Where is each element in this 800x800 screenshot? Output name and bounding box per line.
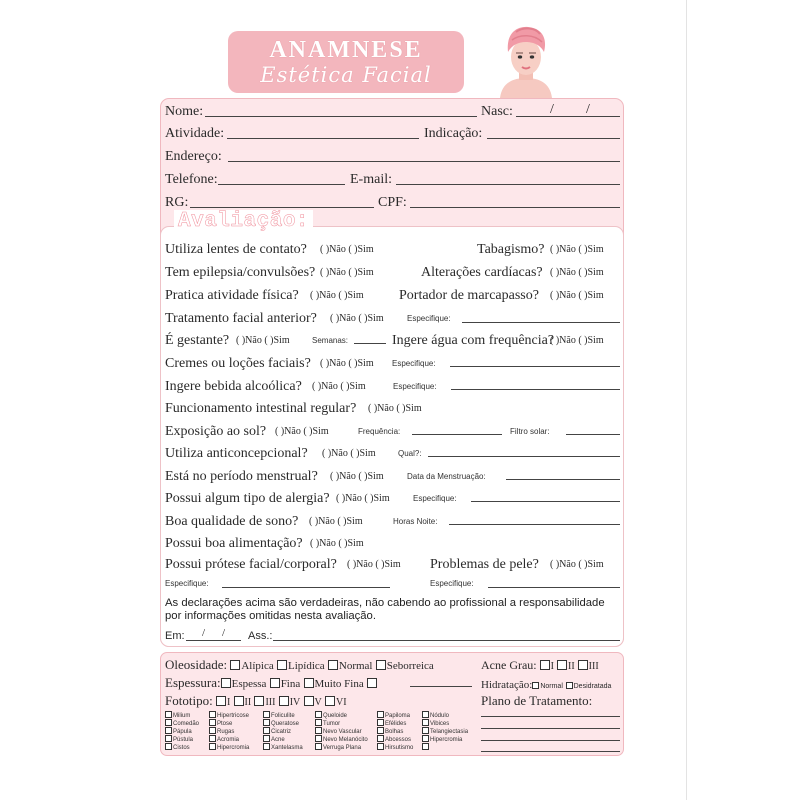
checkbox-icon — [209, 743, 216, 750]
checkbox-icon — [315, 711, 322, 718]
filtro-label: Filtro solar: — [510, 427, 550, 436]
checkbox-icon — [270, 678, 280, 688]
document-title: ANAMNESE — [269, 37, 423, 63]
nasc-label: Nasc: — [481, 104, 513, 119]
qual-field[interactable] — [428, 456, 620, 457]
alergia-especifique-field[interactable] — [471, 501, 620, 502]
atividade-label: Atividade: — [165, 126, 225, 141]
checkbox-icon — [279, 696, 289, 706]
fototipo-option-5[interactable]: VI — [325, 697, 347, 708]
cpf-field[interactable] — [410, 207, 620, 208]
checkbox-other[interactable] — [367, 678, 377, 688]
checkbox-icon — [376, 660, 386, 670]
indicacao-label: Indicação: — [424, 126, 483, 141]
q-alimentacao: Possui boa alimentação? — [165, 536, 303, 551]
hidratacao-option-0[interactable]: Normal — [532, 683, 563, 690]
hidratacao-option-1[interactable]: Desidratada — [566, 683, 612, 690]
q-gestante: É gestante? — [165, 333, 230, 348]
q-tratamento-options[interactable]: ( )Não ( )Sim — [330, 313, 384, 324]
alergia-especifique-label: Especifique: — [413, 494, 457, 503]
q-alimentacao-options[interactable]: ( )Não ( )Sim — [310, 538, 364, 549]
evaluation-heading: Avaliação: — [174, 210, 313, 233]
tratamento-especifique-label: Especifique: — [407, 314, 451, 323]
espessura-option-0[interactable]: Espessa — [221, 678, 267, 690]
checkbox-icon — [209, 735, 216, 742]
checkbox-icon — [165, 735, 172, 742]
ass-label: Ass.: — [248, 630, 273, 642]
checkbox-icon — [165, 719, 172, 726]
lesion-option[interactable] — [165, 743, 190, 752]
lesion-label: Hirsutismo — [385, 745, 414, 751]
horas-noite-label: Horas Noite: — [393, 517, 438, 526]
oleosidade-option-2[interactable]: Normal — [328, 660, 373, 672]
lesion-label: Papiloma — [385, 713, 411, 719]
checkbox-icon — [422, 711, 429, 718]
q-sono: Boa qualidade de sono? — [165, 514, 299, 529]
checkbox-icon — [377, 735, 384, 742]
alcool-especifique-field[interactable] — [451, 389, 620, 390]
q-intestinal: Funcionamento intestinal regular? — [165, 401, 357, 416]
oleosidade-option-0[interactable]: Alípica — [230, 660, 273, 672]
acne-option-1[interactable]: II — [557, 661, 575, 672]
signature-field[interactable] — [273, 640, 620, 641]
espessura-option-1[interactable]: Fina — [270, 678, 301, 690]
checkbox-icon — [165, 727, 172, 734]
checkbox-icon — [234, 696, 244, 706]
lesion-label: Comedão — [173, 721, 200, 727]
q-marcapasso-options[interactable]: ( )Não ( )Sim — [550, 290, 604, 301]
cpf-label: CPF: — [378, 195, 407, 210]
semanas-field[interactable] — [354, 343, 386, 344]
q-alergia: Possui algum tipo de alergia? — [165, 491, 330, 506]
tratamento-especifique-field[interactable] — [462, 322, 620, 323]
checkbox-icon — [422, 743, 429, 750]
checkbox-icon — [377, 711, 384, 718]
frequencia-label: Frequência: — [358, 427, 401, 436]
checkbox-icon — [209, 719, 216, 726]
lesion-label: Acne — [271, 737, 285, 743]
semanas-label: Semanas: — [312, 336, 349, 345]
endereco-label: Endereço: — [165, 149, 222, 164]
lesion-option[interactable] — [422, 743, 430, 752]
lesion-label: Rugas — [217, 729, 235, 735]
atividade-field[interactable] — [227, 138, 419, 139]
plano-tratamento-label: Plano de Tratamento: — [481, 693, 593, 708]
rg-label: RG: — [165, 195, 189, 210]
q-anticoncepcional: Utiliza anticoncepcional? — [165, 446, 308, 461]
filtro-field[interactable] — [566, 434, 620, 435]
lesion-label: Cicatriz — [271, 729, 292, 735]
q-epilepsia-options[interactable]: ( )Não ( )Sim — [320, 267, 374, 278]
acne-row — [481, 657, 599, 675]
checkbox-icon — [377, 727, 384, 734]
acne-label: Acne Grau: — [481, 658, 537, 672]
checkbox-icon — [325, 696, 335, 706]
telefone-label: Telefone: — [165, 172, 218, 187]
checkbox-icon — [422, 735, 429, 742]
lesion-label: Foliculite — [271, 713, 295, 719]
espessura-other-field[interactable] — [410, 686, 472, 687]
checkbox-icon — [540, 660, 550, 670]
q-cremes-options[interactable]: ( )Não ( )Sim — [320, 358, 374, 369]
checkbox-icon — [578, 660, 588, 670]
checkbox-icon — [230, 660, 240, 670]
checkbox-icon — [263, 743, 270, 750]
rg-field[interactable] — [190, 207, 374, 208]
em-label: Em: — [165, 630, 185, 642]
pele-especifique-field[interactable] — [488, 587, 620, 588]
email-label: E-mail: — [350, 172, 392, 187]
lesion-label: Verruga Plana — [323, 745, 362, 751]
date-sep-1: / — [550, 102, 554, 117]
checkbox-icon — [216, 696, 226, 706]
endereco-field[interactable] — [228, 161, 620, 162]
lesion-label: Tumor — [323, 721, 341, 727]
lesion-option[interactable] — [263, 743, 303, 752]
lesion-label: Cistos — [173, 745, 190, 751]
fototipo-option-2[interactable]: III — [254, 697, 275, 708]
checkbox-icon — [422, 719, 429, 726]
checkbox-icon — [377, 719, 384, 726]
nome-label: Nome: — [165, 104, 204, 119]
cremes-especifique-field[interactable] — [450, 366, 620, 367]
checkbox-icon — [209, 727, 216, 734]
email-field[interactable] — [396, 184, 620, 185]
hidratacao-label: Hidratação: — [481, 679, 533, 691]
lesion-label: Abcessos — [385, 737, 412, 743]
horas-noite-field[interactable] — [449, 524, 620, 525]
q-alcool: Ingere bebida alcoólica? — [165, 379, 302, 394]
checkbox-icon — [566, 682, 573, 689]
q-gestante-options[interactable]: ( )Não ( )Sim — [236, 335, 290, 346]
acne-option-2[interactable]: III — [578, 661, 599, 672]
woman-towel-avatar-icon — [494, 24, 558, 98]
fototipo-label: Fototipo: — [165, 693, 213, 708]
q-cardiacas-options[interactable]: ( )Não ( )Sim — [550, 267, 604, 278]
checkbox-icon — [263, 719, 270, 726]
indicacao-field[interactable] — [487, 138, 620, 139]
plano-line-3[interactable] — [481, 740, 620, 741]
q-atividade: Pratica atividade física? — [165, 288, 299, 303]
page-edge — [686, 0, 687, 800]
checkbox-icon — [304, 678, 314, 688]
nasc-field[interactable] — [516, 116, 620, 117]
title-banner — [228, 31, 464, 93]
oleosidade-option-3[interactable]: Seborreica — [376, 660, 434, 672]
telefone-field[interactable] — [218, 184, 345, 185]
q-agua: Ingere água com frequência? — [392, 333, 555, 348]
lesion-label: Vibices — [430, 721, 450, 727]
lesion-label: Efélides — [385, 721, 407, 727]
checkbox-icon — [377, 743, 384, 750]
checkbox-icon — [221, 678, 231, 688]
q-pele-options[interactable]: ( )Não ( )Sim — [550, 559, 604, 570]
data-menstruacao-label: Data da Menstruação: — [407, 472, 486, 481]
q-cremes: Cremes ou loções faciais? — [165, 356, 311, 371]
q-tabagismo-options[interactable]: ( )Não ( )Sim — [550, 244, 604, 255]
lesion-label: Pápula — [173, 729, 192, 735]
fototipo-option-4[interactable]: V — [304, 697, 322, 708]
fototipo-option-0[interactable]: I — [216, 697, 230, 708]
q-protese: Possui prótese facial/corporal? — [165, 557, 337, 572]
qual-label: Qual?: — [398, 449, 422, 458]
protese-especifique-label: Especifique: — [165, 579, 209, 588]
checkbox-icon — [304, 696, 314, 706]
checkbox-icon — [315, 727, 322, 734]
espessura-label: Espessura: — [165, 675, 221, 690]
q-sol-options[interactable]: ( )Não ( )Sim — [275, 426, 329, 437]
q-epilepsia: Tem epilepsia/convulsões? — [165, 265, 316, 280]
checkbox-icon — [209, 711, 216, 718]
checkbox-icon — [315, 719, 322, 726]
q-alcool-options[interactable]: ( )Não ( )Sim — [312, 381, 366, 392]
lesion-label: Ptose — [217, 721, 233, 727]
q-marcapasso: Portador de marcapasso? — [399, 288, 539, 303]
checkbox-icon — [254, 696, 264, 706]
checkbox-icon — [557, 660, 567, 670]
checkbox-icon — [263, 711, 270, 718]
nome-field[interactable] — [205, 116, 477, 117]
checkbox-icon — [315, 735, 322, 742]
lesion-label: Nevo Melanócito — [323, 737, 368, 743]
lesion-label: Hipercromia — [217, 745, 250, 751]
oleosidade-label: Oleosidade: — [165, 657, 228, 672]
checkbox-icon — [263, 727, 270, 734]
plano-line-4[interactable] — [481, 751, 620, 752]
espessura-row — [165, 675, 378, 692]
alcool-especifique-label: Especifique: — [393, 382, 437, 391]
q-anticoncepcional-options[interactable]: ( )Não ( )Sim — [322, 448, 376, 459]
fototipo-row — [165, 693, 347, 711]
checkbox-icon — [422, 727, 429, 734]
em-date-sep-2: / — [222, 627, 226, 639]
fototipo-option-1[interactable]: II — [234, 697, 252, 708]
lesion-label: Milium — [173, 713, 191, 719]
declaration-text: As declarações acima são verdadeiras, não cabendo ao profissional a responsabilidade por informações omitidas nesta avaliação. — [165, 597, 605, 622]
q-atividade-options[interactable]: ( )Não ( )Sim — [310, 290, 364, 301]
q-tratamento: Tratamento facial anterior? — [165, 311, 317, 326]
frequencia-field[interactable] — [412, 434, 502, 435]
oleosidade-option-1[interactable]: Lipídica — [277, 660, 325, 672]
checkbox-icon — [165, 743, 172, 750]
plano-line-2[interactable] — [481, 728, 620, 729]
lesion-label: Hipercromia — [430, 737, 463, 743]
cremes-especifique-label: Especifique: — [392, 359, 436, 368]
checkbox-icon — [277, 660, 287, 670]
lesion-option[interactable] — [315, 743, 361, 752]
date-sep-2: / — [586, 102, 590, 117]
checkbox-icon — [263, 735, 270, 742]
espessura-option-2[interactable]: Muito Fina — [304, 678, 364, 690]
lesion-label: Xantelasma — [271, 745, 303, 751]
q-intestinal-options[interactable]: ( )Não ( )Sim — [368, 403, 422, 414]
q-menstrual: Está no período menstrual? — [165, 469, 318, 484]
q-alergia-options[interactable]: ( )Não ( )Sim — [336, 493, 390, 504]
protese-especifique-field[interactable] — [222, 587, 390, 588]
q-protese-options[interactable]: ( )Não ( )Sim — [347, 559, 401, 570]
lesion-label: Queloide — [323, 713, 348, 719]
plano-line-1[interactable] — [481, 716, 620, 717]
lesion-option[interactable] — [209, 743, 249, 752]
q-lentes-options[interactable]: ( )Não ( )Sim — [320, 244, 374, 255]
lesion-label: Pústula — [173, 737, 194, 743]
q-agua-options[interactable]: ( )Não ( )Sim — [550, 335, 604, 346]
q-sono-options[interactable]: ( )Não ( )Sim — [309, 516, 363, 527]
q-sol: Exposição ao sol? — [165, 424, 267, 439]
document-subtitle: Estética Facial — [260, 63, 432, 87]
checkbox-icon — [165, 711, 172, 718]
checkbox-icon — [532, 682, 539, 689]
lesion-label: Hipertricose — [217, 713, 250, 719]
checkbox-icon — [315, 743, 322, 750]
lesion-label: Acromia — [217, 737, 240, 743]
lesion-label: Nevo Vascular — [323, 729, 362, 735]
q-cardiacas: Alterações cardíacas? — [421, 265, 543, 280]
fototipo-option-3[interactable]: IV — [279, 697, 301, 708]
q-pele: Problemas de pele? — [430, 557, 539, 572]
q-tabagismo: Tabagismo? — [477, 242, 545, 257]
pele-especifique-label: Especifique: — [430, 579, 474, 588]
checkbox-icon — [328, 660, 338, 670]
lesion-label: Nódulo — [430, 713, 450, 719]
data-menstruacao-field[interactable] — [506, 479, 620, 480]
oleosidade-row — [165, 657, 434, 674]
em-date-sep-1: / — [202, 627, 206, 639]
q-lentes: Utiliza lentes de contato? — [165, 242, 307, 257]
em-date-field[interactable] — [186, 640, 241, 641]
lesion-option[interactable] — [377, 743, 413, 752]
q-menstrual-options[interactable]: ( )Não ( )Sim — [330, 471, 384, 482]
lesion-label: Bolhas — [385, 729, 404, 735]
acne-option-0[interactable]: I — [540, 661, 554, 672]
lesion-label: Telangiectasia — [430, 729, 469, 735]
lesion-label: Queratose — [271, 721, 300, 727]
